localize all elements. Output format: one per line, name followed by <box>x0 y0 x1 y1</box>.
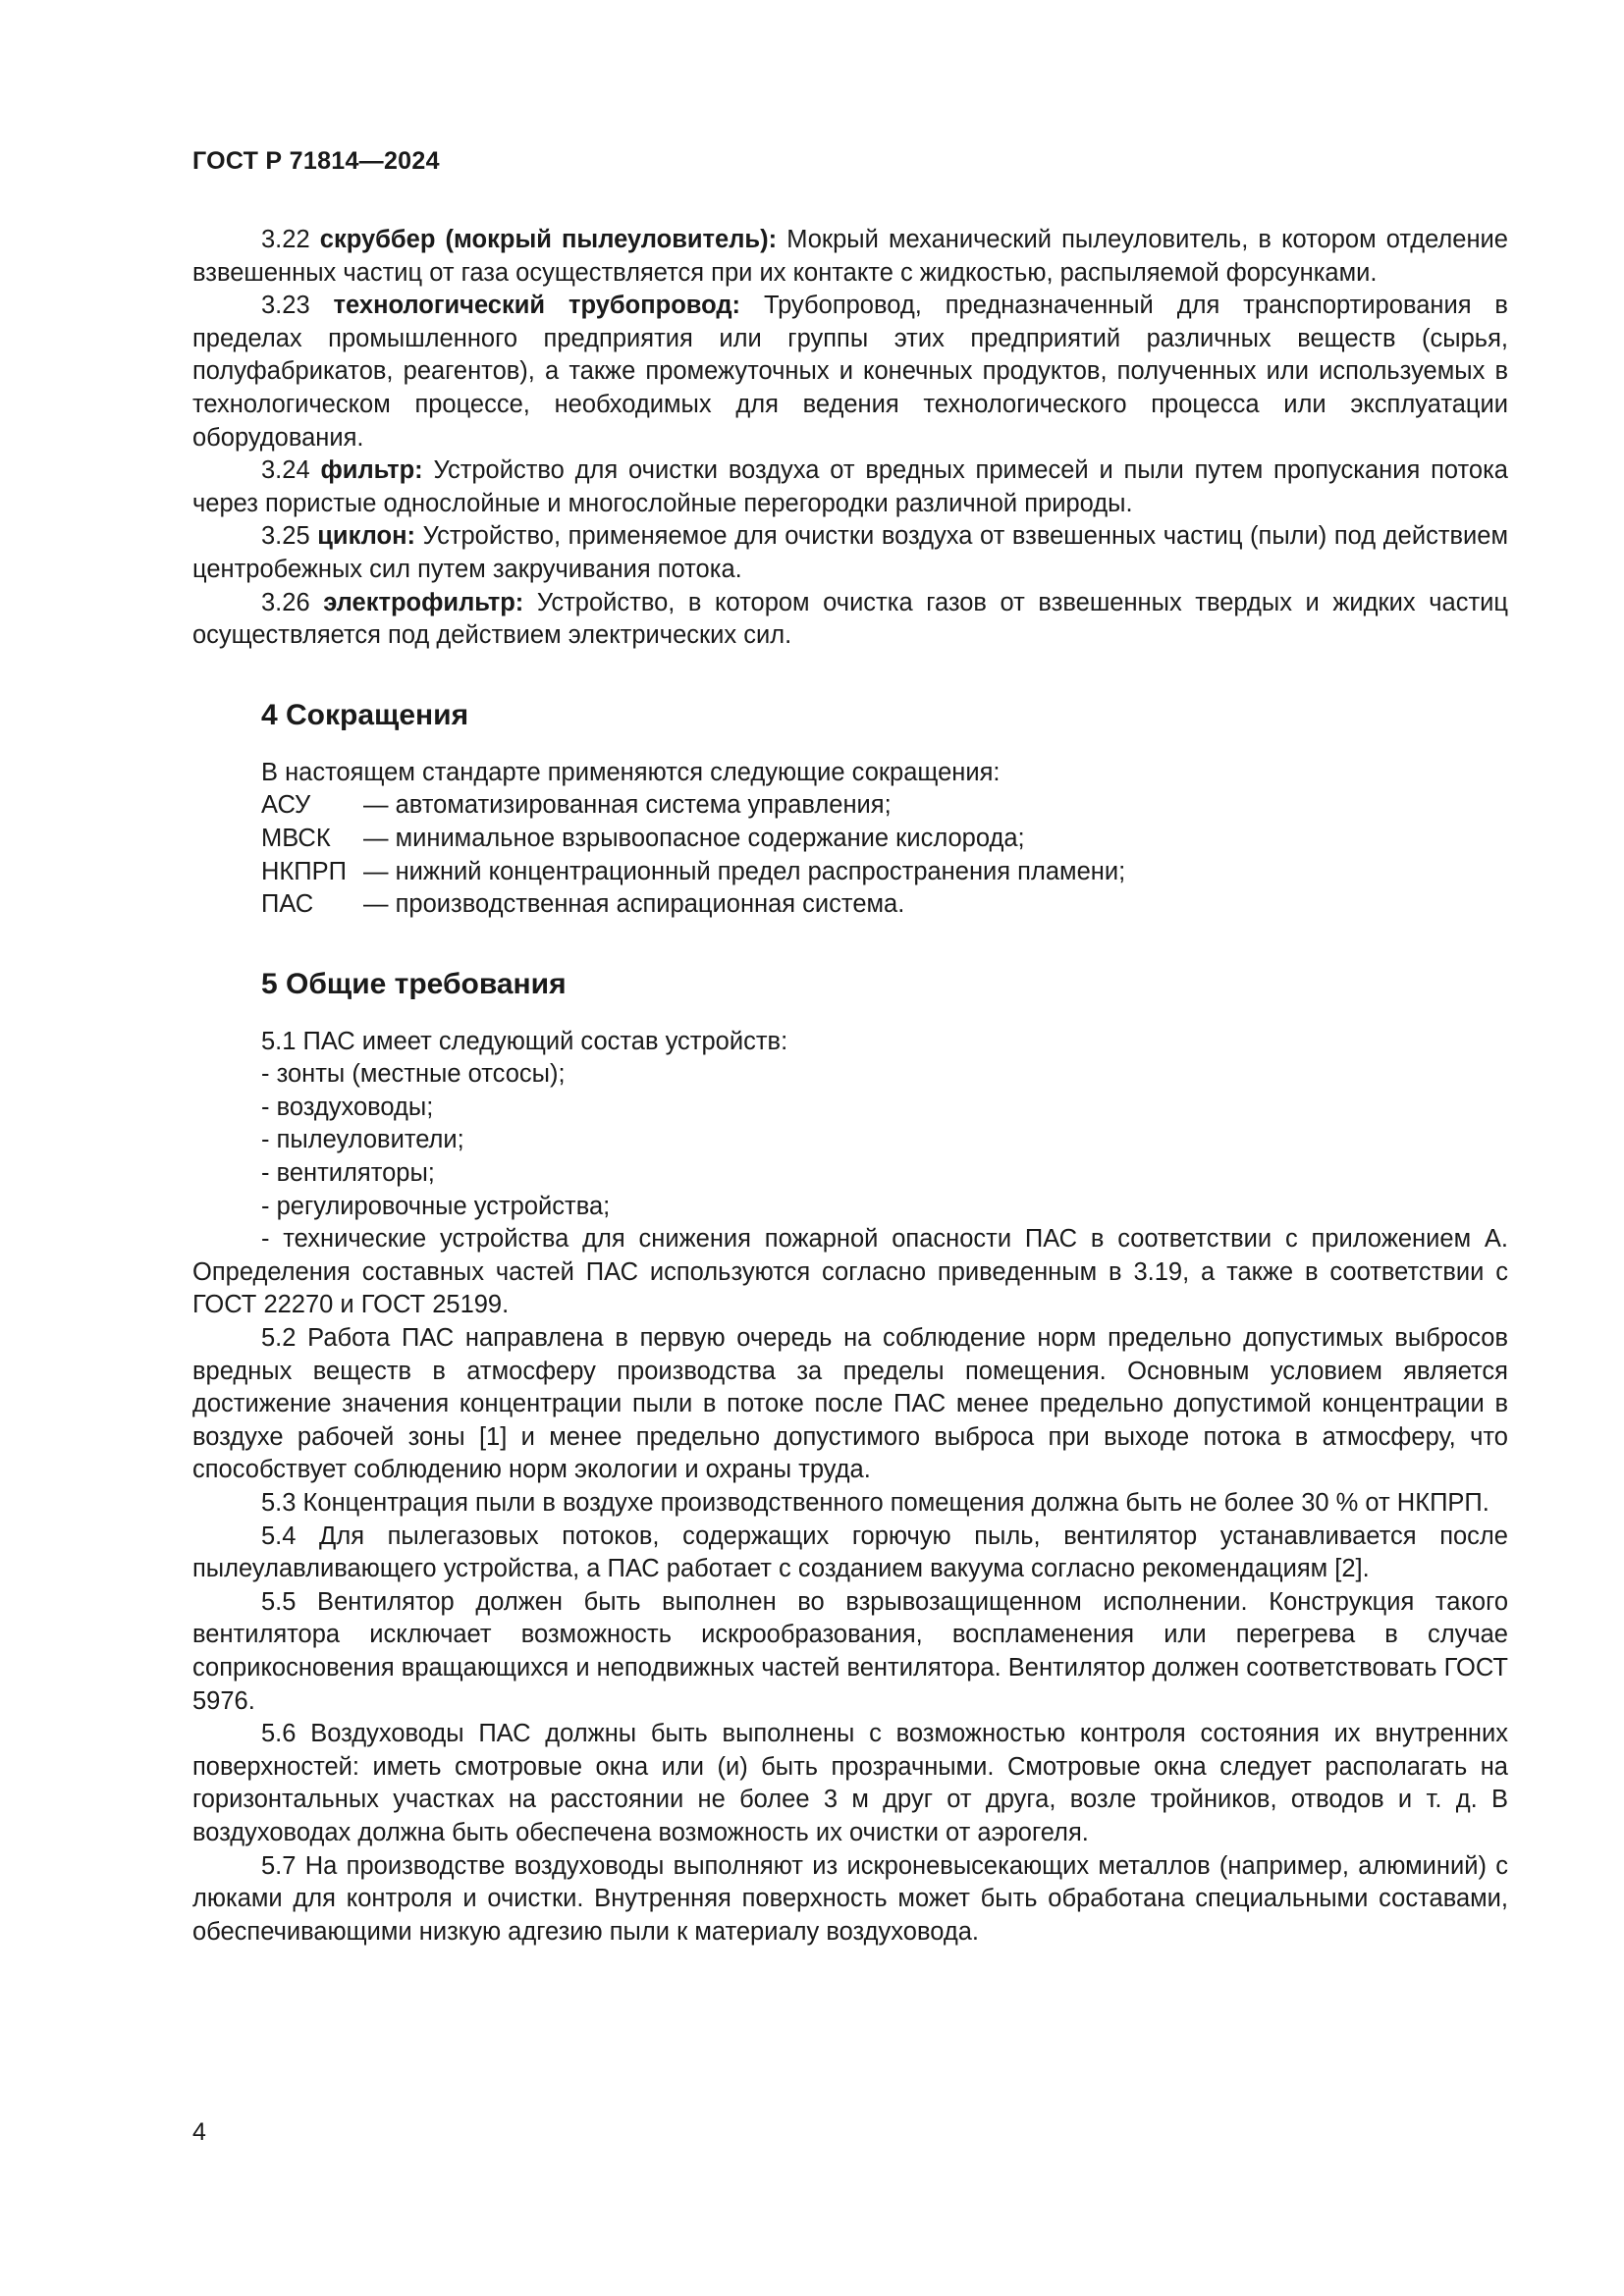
general-requirements-block <box>192 1026 1508 1949</box>
clause-5-1-intro: 5.1 ПАС имеет следующий состав устройств: <box>261 1027 788 1055</box>
document-code-header: ГОСТ Р 71814—2024 <box>192 147 440 175</box>
term-3-22: 3.22 скруббер (мокрый пылеуловитель): Мокрый механический пылеуловитель, в котором отделение взвешенных частиц от газа осуществляется при их контакте с жидкостью, распыляемой форсунками. <box>192 226 1508 287</box>
clause-5-3: 5.3 Концентрация пыли в воздухе производственного помещения должна быть не более 30 % от НКПРП. <box>261 1489 1489 1517</box>
clause-5-6: 5.6 Воздуховоды ПАС должны быть выполнены с возможностью контроля состояния их внутренних поверхностей: иметь смотровые окна или (и) быть прозрачными. Смотровые окна следует располагать на горизонтальных участках на расстоянии не более 3 м друг от друга, возле тройников, отводов и т. д. В воздуховодах должна быть обеспечена возможность их очистки от аэрогеля. <box>192 1720 1508 1846</box>
term-3-23: 3.23 технологический трубопровод: Трубопровод, предназначенный для транспортирования в пределах промышленного предприятия или группы этих предприятий различных веществ (сырья, полуфабрикатов, реагентов), а также промежуточных и конечных продуктов, полученных или используемых в технологическом процессе, необходимых для ведения технологического процесса или эксплуатации оборудования. <box>192 292 1508 452</box>
term-3-26: 3.26 электрофильтр: Устройство, в котором очистка газов от взвешенных твердых и жидких частиц осуществляется под действием электрических сил. <box>192 588 1508 650</box>
section-4-heading: 4 Сокращения <box>261 698 469 731</box>
clause-5-4: 5.4 Для пылегазовых потоков, содержащих горючую пыль, вентилятор устанавливается после пылеулавливающего устройства, а ПАС работает с созданием вакуума согласно рекомендациям [2]. <box>192 1522 1508 1583</box>
abbreviation-definition: — производственная аспирационная система. <box>363 890 905 919</box>
abbreviation-row <box>192 823 1508 856</box>
clause-5-2: 5.2 Работа ПАС направлена в первую очередь на соблюдение норм предельно допустимых выбросов вредных веществ в атмосферу производства за пределы помещения. Основным условием является достижение значения концентрации пыли в потоке после ПАС менее предельно допустимой концентрации в воздухе рабочей зоны [1] и менее предельно допустимого выброса при выходе потока в атмосферу, что способствует соблюдению норм экологии и охраны труда. <box>192 1324 1508 1484</box>
list-item: - вентиляторы; <box>261 1159 435 1188</box>
section-5-heading: 5 Общие требования <box>261 967 567 1000</box>
page-number: 4 <box>192 2118 206 2146</box>
abbreviation-code: НКПРП <box>261 857 347 885</box>
list-item: - пылеуловители; <box>261 1126 464 1154</box>
list-item: - воздуховоды; <box>261 1093 434 1121</box>
abbreviation-row <box>192 789 1508 823</box>
clause-5-7: 5.7 На производстве воздуховоды выполняют из искроневысекающих металлов (например, алюминий) с люками для контроля и очистки. Внутренняя поверхность может быть обработана специальными составами, обеспечивающими низкую адгезию пыли к материалу воздуховода. <box>192 1851 1508 1946</box>
list-item: - регулировочные устройства; <box>261 1192 611 1220</box>
abbreviation-row <box>192 888 1508 922</box>
abbreviation-code: ПАС <box>261 890 314 919</box>
abbreviations-block <box>192 757 1508 922</box>
list-item: - зонты (местные отсосы); <box>261 1060 566 1089</box>
document-body <box>192 224 1508 1949</box>
abbreviation-code: АСУ <box>261 791 311 820</box>
term-3-25: 3.25 циклон: Устройство, применяемое для очистки воздуха от взвешенных частиц (пыли) под действием центробежных сил путем закручивания потока. <box>192 522 1508 583</box>
term-3-24: 3.24 фильтр: Устройство для очистки воздуха от вредных примесей и пыли путем пропускания потока через пористые однослойные и многослойные перегородки различной природы. <box>192 456 1508 517</box>
clause-5-1-last-item: - технические устройства для снижения пожарной опасности ПАС в соответствии с приложением А. Определения составных частей ПАС используются согласно приведенным в 3.19, а также в соответствии с ГОСТ 22270 и ГОСТ 25199. <box>192 1225 1508 1319</box>
abbreviation-definition: — автоматизированная система управления; <box>363 791 892 820</box>
abbreviation-code: МВСК <box>261 824 331 852</box>
abbreviation-definition: — минимальное взрывоопасное содержание кислорода; <box>363 824 1025 852</box>
abbreviations-intro: В настоящем стандарте применяются следующие сокращения: <box>261 758 1001 786</box>
clause-5-5: 5.5 Вентилятор должен быть выполнен во взрывозащищенном исполнении. Конструкция такого вентилятора исключает возможность искрообразования, воспламенения или перегрева в случае соприкосновения вращающихся и неподвижных частей вентилятора. Вентилятор должен соответствовать ГОСТ 5976. <box>192 1587 1508 1715</box>
abbreviation-row <box>192 856 1508 889</box>
abbreviation-definition: — нижний концентрационный предел распространения пламени; <box>363 857 1126 885</box>
